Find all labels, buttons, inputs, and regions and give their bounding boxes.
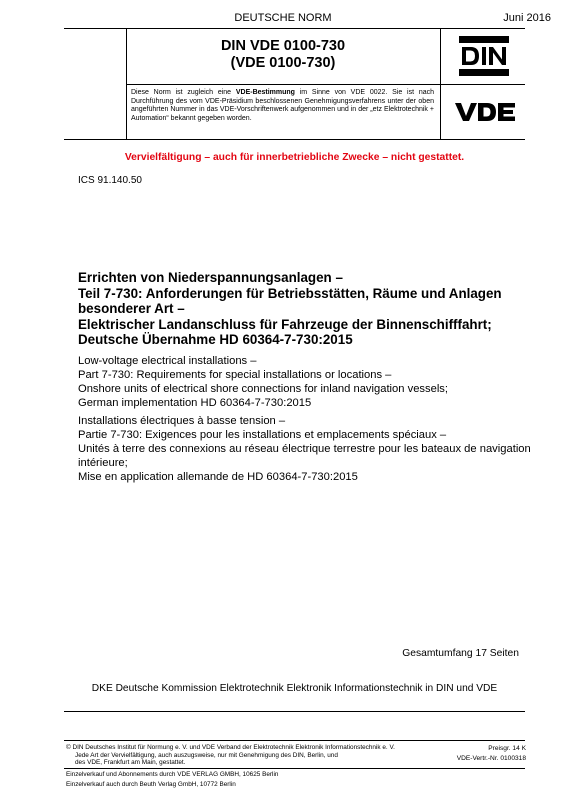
document-designation — [126, 38, 440, 72]
header-bottom-rule — [64, 139, 525, 140]
title-fr-line: Partie 7-730: Exigences pour les installations et emplacements spéciaux – — [78, 429, 447, 441]
title-de-line: Errichten von Niederspannungsanlagen – — [78, 270, 343, 285]
designation-line-1: DIN VDE 0100-730 — [220, 38, 346, 54]
total-pages: Gesamtumfang 17 Seiten — [402, 648, 519, 659]
header-top-rule — [64, 28, 525, 29]
vde-sales-number: VDE-Vertr.-Nr. 0100318 — [456, 755, 526, 762]
vde-notice-lead: Diese Norm ist zugleich eine — [131, 89, 236, 96]
title-english — [78, 354, 548, 410]
title-de-line: besonderer Art – — [78, 301, 185, 317]
footer-rule — [64, 711, 525, 712]
designation-line-2: (VDE 0100-730) — [230, 55, 336, 71]
footer-box-top — [64, 740, 525, 741]
title-de-line: Deutsche Übernahme HD 60364-7-730:2015 — [78, 332, 353, 348]
price-group: Preisgr. 14 K — [488, 745, 526, 752]
title-french — [78, 414, 548, 484]
ics-code: ICS 91.140.50 — [78, 175, 142, 186]
sales-line: Einzelverkauf und Abonnements durch VDE VERLAG GMBH, 10625 Berlin — [66, 771, 279, 778]
vde-notice — [131, 89, 434, 123]
title-de-line: Teil 7-730: Anforderungen für Betriebsstätten, Räume und Anlagen — [78, 285, 502, 301]
copyright-line: Jede Art der Vervielfältigung, auch auszugsweise, nur mit Genehmigung des DIN, Berlin, und — [75, 751, 338, 759]
title-de-line: Elektrischer Landanschluss für Fahrzeuge der Binnenschifffahrt; — [78, 316, 492, 332]
copyright-notice — [66, 744, 446, 767]
title-en-line: Low-voltage electrical installations – — [78, 355, 257, 367]
title-en-line: German implementation HD 60364-7-730:2015 — [78, 397, 312, 409]
title-fr-line: Installations électriques à basse tension – — [78, 415, 286, 427]
header-middle-rule — [126, 84, 525, 85]
dke-statement: DKE Deutsche Kommission Elektrotechnik Elektronik Informationstechnik in DIN und VDE — [91, 683, 498, 694]
title-en-line: Part 7-730: Requirements for special installations or locations – — [78, 369, 392, 381]
copyright-line: © DIN Deutsches Institut für Normung e. V. und VDE Verband der Elektrotechnik Elektronik Informationstechnik e. V. — [66, 744, 395, 751]
reproduction-warning: Vervielfältigung – auch für innerbetriebliche Zwecke – nicht gestattet. — [124, 152, 465, 163]
vde-notice-bold: VDE-Bestimmung — [235, 89, 295, 96]
title-en-line: Onshore units of electrical shore connections for inland navigation vessels; — [78, 383, 449, 395]
vde-notice-rest: im Sinne von VDE 0022. Sie ist nach Durchführung des vom VDE-Präsidium beschlossenen Genehmigungsverfahrens unter der oben angeführten Nummer in das VDE-Vorschriftenwerk aufgenommen und in der „etz Elektrotechnik + Automation“ bekannt gegeben worden. — [131, 89, 435, 122]
copyright-line: des VDE, Frankfurt am Main, gestattet. — [75, 759, 186, 767]
sales-line: Einzelverkauf auch durch Beuth Verlag GmbH, 10772 Berlin — [66, 781, 236, 788]
sales-info — [66, 770, 506, 790]
footer-box-bottom — [64, 768, 525, 769]
title-fr-line: Unités à terre des connexions au réseau électrique terrestre pour les bateaux de navigation — [78, 443, 531, 455]
title-german — [78, 270, 548, 348]
title-fr-line: intérieure; — [78, 457, 128, 469]
vde-logo — [455, 101, 519, 123]
title-fr-line: Mise en application allemande de HD 60364-7-730:2015 — [78, 471, 358, 483]
din-logo — [458, 35, 510, 77]
publication-date: Juni 2016 — [503, 12, 551, 24]
norm-type: DEUTSCHE NORM — [234, 12, 332, 24]
